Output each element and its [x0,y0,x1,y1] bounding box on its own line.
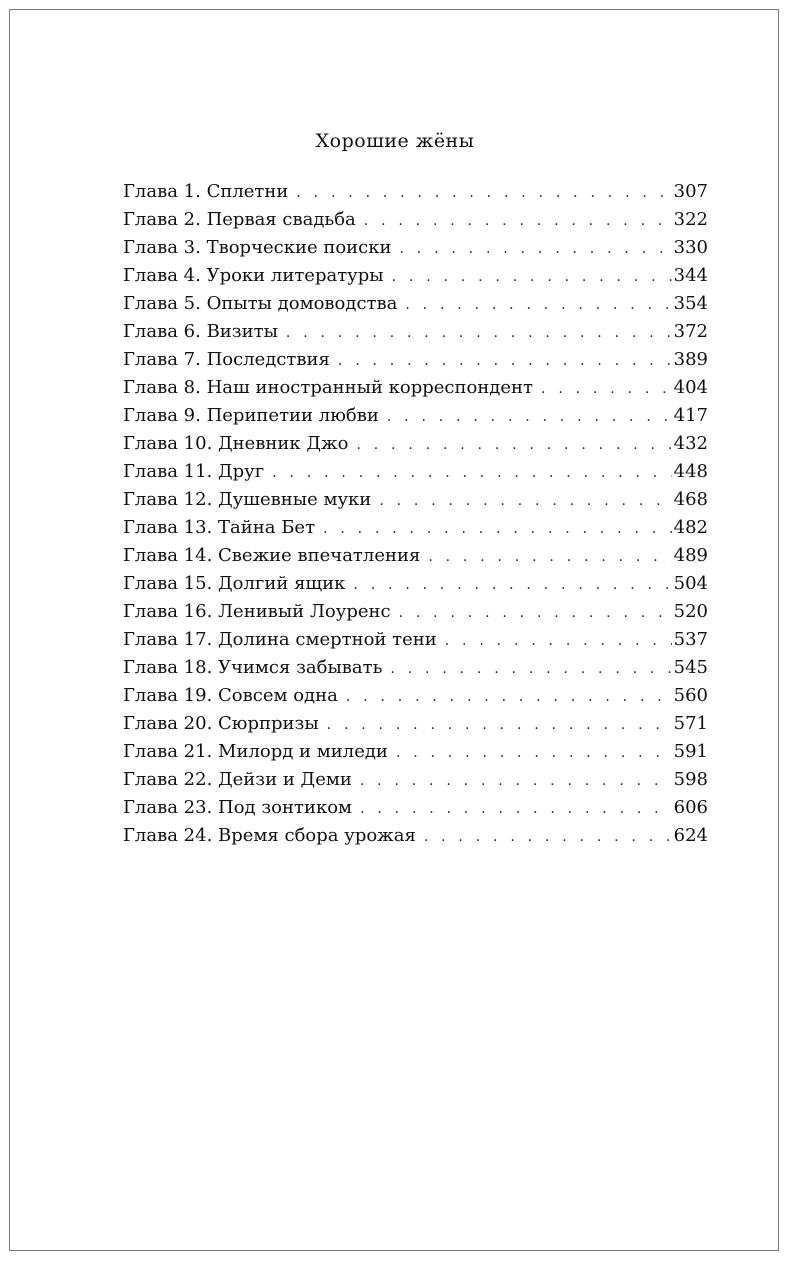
toc-entry-page: 504 [673,573,708,594]
toc-entry-title: Глава 22. Дейзи и Деми [123,769,352,790]
dot-leader [541,375,672,403]
dot-leader [387,403,672,431]
toc-entry-page: 448 [673,461,708,482]
toc-entry-title: Глава 20. Сюрпризы [123,713,319,734]
dot-leader [327,711,672,739]
toc-entry-page: 560 [673,685,708,706]
toc-entry-title: Глава 1. Сплетни [123,181,289,202]
toc-entry[interactable] [123,822,708,850]
toc-entry-page: 354 [673,293,708,314]
toc-entry-page: 624 [673,825,708,846]
toc-entry-title: Глава 5. Опыты домоводства [123,293,398,314]
dot-leader [353,571,671,599]
toc-entry-page: 344 [673,265,708,286]
toc-entry-title: Глава 16. Ленивый Лоуренс [123,601,391,622]
dot-leader [323,515,672,543]
toc-entry-page: 330 [673,237,708,258]
toc-entry-page: 606 [673,797,708,818]
toc-entry[interactable] [123,794,708,822]
toc-entry-page: 520 [673,601,708,622]
toc-entry-page: 417 [673,405,708,426]
toc-entry[interactable] [123,738,708,766]
toc-entry-page: 322 [673,209,708,230]
toc-entry-page: 537 [673,629,708,650]
toc-entry-page: 468 [673,489,708,510]
toc-entry-page: 489 [673,545,708,566]
dot-leader [346,683,672,711]
toc-entry[interactable] [123,514,708,542]
table-of-contents [123,178,708,850]
dot-leader [296,179,671,207]
toc-entry[interactable] [123,346,708,374]
toc-entry-page: 307 [673,181,708,202]
toc-entry[interactable] [123,290,708,318]
toc-entry-title: Глава 23. Под зонтиком [123,797,353,818]
toc-entry-title: Глава 17. Долина смертной тени [123,629,437,650]
dot-leader [390,655,671,683]
dot-leader [356,431,671,459]
toc-entry-page: 372 [673,321,708,342]
toc-entry-title: Глава 2. Первая свадьба [123,209,356,230]
dot-leader [286,319,672,347]
toc-entry[interactable] [123,234,708,262]
dot-leader [424,823,672,851]
toc-entry-page: 482 [673,517,708,538]
toc-entry-title: Глава 15. Долгий ящик [123,573,346,594]
toc-entry-title: Глава 18. Учимся забывать [123,657,383,678]
toc-entry-title: Глава 10. Дневник Джо [123,433,349,454]
toc-entry[interactable] [123,402,708,430]
toc-entry[interactable] [123,626,708,654]
dot-leader [338,347,672,375]
toc-entry-title: Глава 14. Свежие впечатления [123,545,421,566]
toc-entry-page: 404 [673,377,708,398]
dot-leader [379,487,671,515]
toc-entry[interactable] [123,178,708,206]
toc-entry-title: Глава 24. Время сбора урожая [123,825,416,846]
toc-entry[interactable] [123,206,708,234]
dot-leader [405,291,671,319]
dot-leader [360,795,672,823]
toc-entry-page: 571 [673,713,708,734]
dot-leader [428,543,671,571]
toc-entry[interactable] [123,682,708,710]
toc-entry-page: 598 [673,769,708,790]
toc-entry[interactable] [123,654,708,682]
toc-entry[interactable] [123,430,708,458]
toc-entry[interactable] [123,458,708,486]
toc-entry-title: Глава 12. Душевные муки [123,489,372,510]
dot-leader [399,235,671,263]
toc-entry-page: 389 [673,349,708,370]
toc-entry[interactable] [123,262,708,290]
toc-entry-title: Глава 4. Уроки литературы [123,265,384,286]
dot-leader [399,599,672,627]
toc-entry-title: Глава 7. Последствия [123,349,330,370]
toc-entry[interactable] [123,570,708,598]
toc-entry[interactable] [123,374,708,402]
toc-entry[interactable] [123,318,708,346]
dot-leader [396,739,672,767]
toc-entry-title: Глава 9. Перипетии любви [123,405,379,426]
toc-entry-page: 432 [673,433,708,454]
section-title: Хорошие жёны [315,130,475,152]
toc-entry-page: 545 [673,657,708,678]
toc-entry-title: Глава 3. Творческие поиски [123,237,392,258]
toc-entry[interactable] [123,486,708,514]
toc-entry[interactable] [123,710,708,738]
dot-leader [392,263,672,291]
dot-leader [272,459,671,487]
toc-entry-title: Глава 13. Тайна Бет [123,517,316,538]
dot-leader [445,627,672,655]
toc-entry[interactable] [123,766,708,794]
dot-leader [364,207,672,235]
toc-entry-page: 591 [673,741,708,762]
toc-entry-title: Глава 8. Наш иностранный корреспондент [123,377,534,398]
toc-entry-title: Глава 11. Друг [123,461,265,482]
toc-entry[interactable] [123,598,708,626]
dot-leader [360,767,672,795]
toc-entry[interactable] [123,542,708,570]
toc-entry-title: Глава 19. Совсем одна [123,685,338,706]
toc-entry-title: Глава 6. Визиты [123,321,278,342]
toc-entry-title: Глава 21. Милорд и миледи [123,741,388,762]
